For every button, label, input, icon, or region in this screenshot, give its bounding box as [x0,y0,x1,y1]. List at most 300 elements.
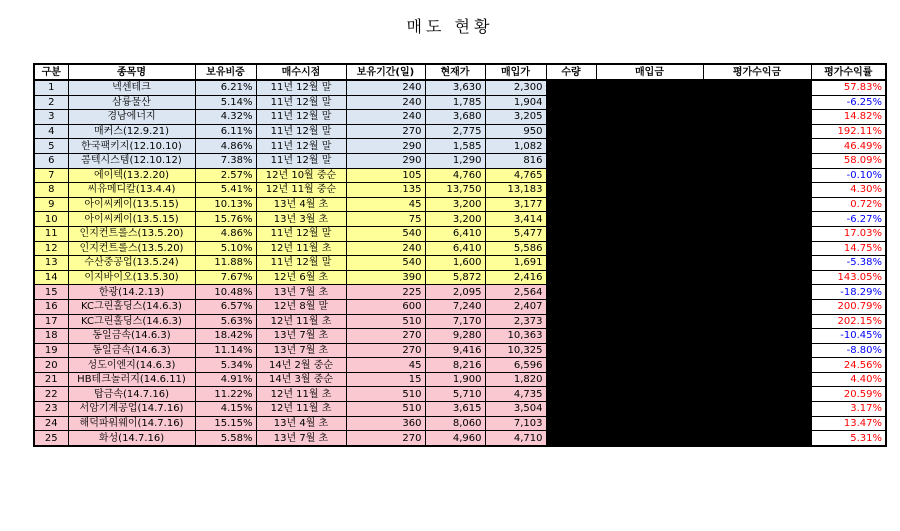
header-cell[interactable]: 보유비중 [195,64,256,80]
purchase-amount-cell-redacted [596,402,703,417]
row-number-cell[interactable]: 3 [34,110,68,125]
holding-days-cell[interactable]: 105 [346,168,425,183]
eval-profit-cell-redacted [703,329,811,344]
buy-time-cell[interactable]: 12년 11월 초 [256,387,346,402]
return-rate-cell[interactable]: 3.17% [811,402,886,417]
stock-name-cell[interactable]: 인지컨트롤스(13.5.20) [68,241,195,256]
buy-time-cell[interactable]: 11년 12월 말 [256,153,346,168]
purchase-price-cell[interactable]: 4,735 [485,387,546,402]
current-price-cell[interactable]: 1,900 [425,372,485,387]
stock-name-cell[interactable]: 에이텍(13.2.20) [68,168,195,183]
header-cell[interactable]: 매입가 [485,64,546,80]
purchase-price-cell[interactable]: 1,691 [485,256,546,271]
purchase-price-cell[interactable]: 4,765 [485,168,546,183]
weight-cell[interactable]: 6.11% [195,124,256,139]
holding-days-cell[interactable]: 240 [346,241,425,256]
stock-name-cell[interactable]: 해덕파워웨이(14.7.16) [68,416,195,431]
eval-profit-cell-redacted [703,139,811,154]
stock-name-cell[interactable]: 아이씨케이(13.5.15) [68,197,195,212]
return-rate-cell[interactable]: 17.03% [811,226,886,241]
holding-days-cell[interactable]: 600 [346,299,425,314]
buy-time-cell[interactable]: 14년 3월 중순 [256,372,346,387]
buy-time-cell[interactable]: 11년 12월 말 [256,139,346,154]
row-number-cell[interactable]: 24 [34,416,68,431]
purchase-price-cell[interactable]: 3,414 [485,212,546,227]
table-row [34,241,886,256]
row-number-cell[interactable]: 25 [34,431,68,446]
purchase-amount-cell-redacted [596,183,703,198]
return-rate-cell[interactable]: 202.15% [811,314,886,329]
return-rate-cell[interactable]: -8.80% [811,343,886,358]
weight-cell[interactable]: 5.14% [195,95,256,110]
row-number-cell[interactable]: 7 [34,168,68,183]
purchase-amount-cell-redacted [596,387,703,402]
buy-time-cell[interactable]: 11년 12월 말 [256,80,346,95]
purchase-price-cell[interactable]: 1,082 [485,139,546,154]
purchase-price-cell[interactable]: 2,300 [485,80,546,95]
eval-profit-cell-redacted [703,241,811,256]
weight-cell[interactable]: 15.15% [195,416,256,431]
row-number-cell[interactable]: 13 [34,256,68,271]
table-row [34,183,886,198]
quantity-cell-redacted [546,153,596,168]
holding-days-cell[interactable]: 225 [346,285,425,300]
purchase-price-cell[interactable]: 4,710 [485,431,546,446]
stock-name-cell[interactable]: KC그린홀딩스(14.6.3) [68,299,195,314]
quantity-cell-redacted [546,168,596,183]
current-price-cell[interactable]: 4,960 [425,431,485,446]
current-price-cell[interactable]: 3,615 [425,402,485,417]
buy-time-cell[interactable]: 12년 11월 초 [256,241,346,256]
row-number-cell[interactable]: 17 [34,314,68,329]
stock-name-cell[interactable]: 삼륭물산 [68,95,195,110]
purchase-amount-cell-redacted [596,329,703,344]
weight-cell[interactable]: 6.21% [195,80,256,95]
buy-time-cell[interactable]: 12년 11월 초 [256,314,346,329]
eval-profit-cell-redacted [703,285,811,300]
current-price-cell[interactable]: 3,630 [425,80,485,95]
purchase-amount-cell-redacted [596,124,703,139]
purchase-price-cell[interactable]: 5,477 [485,226,546,241]
purchase-price-cell[interactable]: 6,596 [485,358,546,373]
purchase-amount-cell-redacted [596,314,703,329]
row-number-cell[interactable]: 12 [34,241,68,256]
purchase-price-cell[interactable]: 10,325 [485,343,546,358]
buy-time-cell[interactable]: 13년 4월 초 [256,197,346,212]
current-price-cell[interactable]: 5,872 [425,270,485,285]
stock-name-cell[interactable]: 매커스(12.9.21) [68,124,195,139]
purchase-amount-cell-redacted [596,299,703,314]
table-row [34,226,886,241]
header-cell[interactable]: 현재가 [425,64,485,80]
stock-name-cell[interactable]: KC그린홀딩스(14.6.3) [68,314,195,329]
weight-cell[interactable]: 5.10% [195,241,256,256]
table-row [34,416,886,431]
current-price-cell[interactable]: 4,760 [425,168,485,183]
weight-cell[interactable]: 4.15% [195,402,256,417]
return-rate-cell[interactable]: 5.31% [811,431,886,446]
purchase-amount-cell-redacted [596,80,703,95]
quantity-cell-redacted [546,402,596,417]
stock-name-cell[interactable]: 탑금속(14.7.16) [68,387,195,402]
sales-status-table [33,63,887,447]
quantity-cell-redacted [546,358,596,373]
quantity-cell-redacted [546,431,596,446]
purchase-amount-cell-redacted [596,153,703,168]
current-price-cell[interactable]: 2,775 [425,124,485,139]
return-rate-cell[interactable]: 4.40% [811,372,886,387]
current-price-cell[interactable]: 6,410 [425,226,485,241]
quantity-cell-redacted [546,110,596,125]
stock-name-cell[interactable]: 한국팩키지(12.10.10) [68,139,195,154]
page-title: 매도 현황 [406,17,494,36]
stock-name-cell[interactable]: 아이씨케이(13.5.15) [68,212,195,227]
buy-time-cell[interactable]: 12년 6월 초 [256,270,346,285]
current-price-cell[interactable]: 13,750 [425,183,485,198]
row-number-cell[interactable]: 16 [34,299,68,314]
holding-days-cell[interactable]: 240 [346,80,425,95]
eval-profit-cell-redacted [703,197,811,212]
table-row [34,299,886,314]
weight-cell[interactable]: 10.48% [195,285,256,300]
current-price-cell[interactable]: 8,060 [425,416,485,431]
row-number-cell[interactable]: 8 [34,183,68,198]
purchase-price-cell[interactable]: 3,205 [485,110,546,125]
current-price-cell[interactable]: 9,416 [425,343,485,358]
weight-cell[interactable]: 4.32% [195,110,256,125]
row-number-cell[interactable]: 21 [34,372,68,387]
eval-profit-cell-redacted [703,431,811,446]
eval-profit-cell-redacted [703,416,811,431]
eval-profit-cell-redacted [703,314,811,329]
stock-name-cell[interactable]: 경남에너지 [68,110,195,125]
stock-name-cell[interactable]: 씨유메디칼(13.4.4) [68,183,195,198]
eval-profit-cell-redacted [703,372,811,387]
current-price-cell[interactable]: 6,410 [425,241,485,256]
eval-profit-cell-redacted [703,80,811,95]
stock-name-cell[interactable]: 동일금속(14.6.3) [68,329,195,344]
stock-name-cell[interactable]: HB테크놀러지(14.6.11) [68,372,195,387]
eval-profit-cell-redacted [703,110,811,125]
holding-days-cell[interactable]: 510 [346,387,425,402]
current-price-cell[interactable]: 7,240 [425,299,485,314]
purchase-price-cell[interactable]: 7,103 [485,416,546,431]
holding-days-cell[interactable]: 360 [346,416,425,431]
weight-cell[interactable]: 2.57% [195,168,256,183]
purchase-amount-cell-redacted [596,256,703,271]
holding-days-cell[interactable]: 510 [346,402,425,417]
eval-profit-cell-redacted [703,387,811,402]
quantity-cell-redacted [546,387,596,402]
weight-cell[interactable]: 7.67% [195,270,256,285]
buy-time-cell[interactable]: 11년 12월 말 [256,124,346,139]
return-rate-cell[interactable]: -10.45% [811,329,886,344]
row-number-cell[interactable]: 19 [34,343,68,358]
return-rate-cell[interactable]: -6.25% [811,95,886,110]
return-rate-cell[interactable]: 13.47% [811,416,886,431]
weight-cell[interactable]: 4.86% [195,226,256,241]
return-rate-cell[interactable]: 143.05% [811,270,886,285]
buy-time-cell[interactable]: 14년 2월 중순 [256,358,346,373]
row-number-cell[interactable]: 6 [34,153,68,168]
return-rate-cell[interactable]: 24.56% [811,358,886,373]
row-number-cell[interactable]: 4 [34,124,68,139]
header-cell[interactable]: 수량 [546,64,596,80]
row-number-cell[interactable]: 2 [34,95,68,110]
weight-cell[interactable]: 5.58% [195,431,256,446]
current-price-cell[interactable]: 1,585 [425,139,485,154]
quantity-cell-redacted [546,241,596,256]
stock-name-cell[interactable]: 성도이엔지(14.6.3) [68,358,195,373]
stock-name-cell[interactable]: 화성(14.7.16) [68,431,195,446]
holding-days-cell[interactable]: 270 [346,343,425,358]
row-number-cell[interactable]: 1 [34,80,68,95]
table-row [34,256,886,271]
stock-name-cell[interactable]: 서암기계공업(14.7.16) [68,402,195,417]
holding-days-cell[interactable]: 390 [346,270,425,285]
return-rate-cell[interactable]: -0.10% [811,168,886,183]
holding-days-cell[interactable]: 75 [346,212,425,227]
holding-days-cell[interactable]: 290 [346,139,425,154]
header-cell[interactable]: 평가수익금 [703,64,811,80]
purchase-amount-cell-redacted [596,241,703,256]
stock-name-cell[interactable]: 인지컨트롤스(13.5.20) [68,226,195,241]
purchase-price-cell[interactable]: 1,904 [485,95,546,110]
current-price-cell[interactable]: 9,280 [425,329,485,344]
purchase-price-cell[interactable]: 816 [485,153,546,168]
purchase-price-cell[interactable]: 3,504 [485,402,546,417]
holding-days-cell[interactable]: 270 [346,431,425,446]
holding-days-cell[interactable]: 540 [346,256,425,271]
current-price-cell[interactable]: 1,600 [425,256,485,271]
eval-profit-cell-redacted [703,95,811,110]
purchase-amount-cell-redacted [596,168,703,183]
table-header-row [34,64,886,80]
buy-time-cell[interactable]: 13년 7월 초 [256,285,346,300]
return-rate-cell[interactable]: -18.29% [811,285,886,300]
quantity-cell-redacted [546,212,596,227]
buy-time-cell[interactable]: 11년 12월 말 [256,95,346,110]
current-price-cell[interactable]: 7,170 [425,314,485,329]
buy-time-cell[interactable]: 13년 7월 초 [256,431,346,446]
purchase-amount-cell-redacted [596,95,703,110]
current-price-cell[interactable]: 1,290 [425,153,485,168]
quantity-cell-redacted [546,299,596,314]
eval-profit-cell-redacted [703,212,811,227]
weight-cell[interactable]: 5.34% [195,358,256,373]
buy-time-cell[interactable]: 13년 7월 초 [256,343,346,358]
purchase-price-cell[interactable]: 10,363 [485,329,546,344]
current-price-cell[interactable]: 3,680 [425,110,485,125]
buy-time-cell[interactable]: 11년 12월 말 [256,110,346,125]
eval-profit-cell-redacted [703,226,811,241]
header-cell[interactable]: 평가수익률 [811,64,886,80]
weight-cell[interactable]: 11.14% [195,343,256,358]
header-cell[interactable]: 매입금 [596,64,703,80]
holding-days-cell[interactable]: 270 [346,329,425,344]
stock-name-cell[interactable]: 한광(14.2.13) [68,285,195,300]
header-cell[interactable]: 보유기간(일) [346,64,425,80]
header-cell[interactable]: 구분 [34,64,68,80]
table-row [34,168,886,183]
current-price-cell[interactable]: 1,785 [425,95,485,110]
return-rate-cell[interactable]: 0.72% [811,197,886,212]
row-number-cell[interactable]: 15 [34,285,68,300]
return-rate-cell[interactable]: 14.75% [811,241,886,256]
quantity-cell-redacted [546,285,596,300]
purchase-price-cell[interactable]: 2,416 [485,270,546,285]
table-row [34,402,886,417]
row-number-cell[interactable]: 5 [34,139,68,154]
quantity-cell-redacted [546,416,596,431]
buy-time-cell[interactable]: 12년 10월 중순 [256,168,346,183]
quantity-cell-redacted [546,139,596,154]
row-number-cell[interactable]: 10 [34,212,68,227]
header-cell[interactable]: 매수시점 [256,64,346,80]
eval-profit-cell-redacted [703,358,811,373]
header-cell[interactable]: 종목명 [68,64,195,80]
row-number-cell[interactable]: 22 [34,387,68,402]
purchase-amount-cell-redacted [596,226,703,241]
purchase-amount-cell-redacted [596,416,703,431]
table-row [34,431,886,446]
current-price-cell[interactable]: 5,710 [425,387,485,402]
current-price-cell[interactable]: 3,200 [425,197,485,212]
return-rate-cell[interactable]: 192.11% [811,124,886,139]
quantity-cell-redacted [546,124,596,139]
holding-days-cell[interactable]: 45 [346,197,425,212]
weight-cell[interactable]: 15.76% [195,212,256,227]
stock-name-cell[interactable]: 동일금속(14.6.3) [68,343,195,358]
buy-time-cell[interactable]: 11년 12월 말 [256,256,346,271]
purchase-amount-cell-redacted [596,358,703,373]
stock-name-cell[interactable]: 넥센테크 [68,80,195,95]
purchase-amount-cell-redacted [596,343,703,358]
return-rate-cell[interactable]: 57.83% [811,80,886,95]
weight-cell[interactable]: 10.13% [195,197,256,212]
purchase-price-cell[interactable]: 2,564 [485,285,546,300]
stock-name-cell[interactable]: 이지바이오(13.5.30) [68,270,195,285]
return-rate-cell[interactable]: 46.49% [811,139,886,154]
purchase-price-cell[interactable]: 2,373 [485,314,546,329]
row-number-cell[interactable]: 18 [34,329,68,344]
weight-cell[interactable]: 5.63% [195,314,256,329]
purchase-price-cell[interactable]: 5,586 [485,241,546,256]
current-price-cell[interactable]: 3,200 [425,212,485,227]
quantity-cell-redacted [546,329,596,344]
purchase-amount-cell-redacted [596,212,703,227]
return-rate-cell[interactable]: 4.30% [811,183,886,198]
stock-name-cell[interactable]: 콤텍시스템(12.10.12) [68,153,195,168]
buy-time-cell[interactable]: 12년 8월 말 [256,299,346,314]
table-row [34,110,886,125]
return-rate-cell[interactable]: -5.38% [811,256,886,271]
purchase-amount-cell-redacted [596,197,703,212]
eval-profit-cell-redacted [703,153,811,168]
table-row [34,197,886,212]
weight-cell[interactable]: 6.57% [195,299,256,314]
weight-cell[interactable]: 11.22% [195,387,256,402]
buy-time-cell[interactable]: 11년 12월 말 [256,226,346,241]
weight-cell[interactable]: 4.86% [195,139,256,154]
holding-days-cell[interactable]: 510 [346,314,425,329]
return-rate-cell[interactable]: -6.27% [811,212,886,227]
holding-days-cell[interactable]: 540 [346,226,425,241]
return-rate-cell[interactable]: 14.82% [811,110,886,125]
table-row [34,343,886,358]
quantity-cell-redacted [546,314,596,329]
current-price-cell[interactable]: 2,095 [425,285,485,300]
buy-time-cell[interactable]: 12년 11월 초 [256,402,346,417]
buy-time-cell[interactable]: 13년 3월 초 [256,212,346,227]
row-number-cell[interactable]: 20 [34,358,68,373]
weight-cell[interactable]: 18.42% [195,329,256,344]
holding-days-cell[interactable]: 240 [346,95,425,110]
eval-profit-cell-redacted [703,402,811,417]
table-row [34,212,886,227]
weight-cell[interactable]: 11.88% [195,256,256,271]
row-number-cell[interactable]: 23 [34,402,68,417]
table-row [34,270,886,285]
return-rate-cell[interactable]: 200.79% [811,299,886,314]
quantity-cell-redacted [546,80,596,95]
table-row [34,358,886,373]
purchase-price-cell[interactable]: 950 [485,124,546,139]
current-price-cell[interactable]: 8,216 [425,358,485,373]
eval-profit-cell-redacted [703,124,811,139]
quantity-cell-redacted [546,183,596,198]
buy-time-cell[interactable]: 13년 4월 초 [256,416,346,431]
holding-days-cell[interactable]: 290 [346,153,425,168]
quantity-cell-redacted [546,197,596,212]
return-rate-cell[interactable]: 58.09% [811,153,886,168]
holding-days-cell[interactable]: 135 [346,183,425,198]
eval-profit-cell-redacted [703,343,811,358]
buy-time-cell[interactable]: 13년 7월 초 [256,329,346,344]
return-rate-cell[interactable]: 20.59% [811,387,886,402]
purchase-price-cell[interactable]: 13,183 [485,183,546,198]
quantity-cell-redacted [546,372,596,387]
purchase-amount-cell-redacted [596,270,703,285]
holding-days-cell[interactable]: 15 [346,372,425,387]
quantity-cell-redacted [546,226,596,241]
table-row [34,329,886,344]
holding-days-cell[interactable]: 240 [346,110,425,125]
table-row [34,387,886,402]
table-row [34,314,886,329]
weight-cell[interactable]: 7.38% [195,153,256,168]
stock-name-cell[interactable]: 수산중공업(13.5.24) [68,256,195,271]
purchase-price-cell[interactable]: 2,407 [485,299,546,314]
table-row [34,153,886,168]
holding-days-cell[interactable]: 45 [346,358,425,373]
table-row [34,285,886,300]
quantity-cell-redacted [546,95,596,110]
purchase-price-cell[interactable]: 1,820 [485,372,546,387]
weight-cell[interactable]: 5.41% [195,183,256,198]
row-number-cell[interactable]: 11 [34,226,68,241]
holding-days-cell[interactable]: 270 [346,124,425,139]
row-number-cell[interactable]: 9 [34,197,68,212]
quantity-cell-redacted [546,256,596,271]
purchase-amount-cell-redacted [596,285,703,300]
weight-cell[interactable]: 4.91% [195,372,256,387]
table-row [34,95,886,110]
purchase-price-cell[interactable]: 3,177 [485,197,546,212]
buy-time-cell[interactable]: 12년 11월 중순 [256,183,346,198]
row-number-cell[interactable]: 14 [34,270,68,285]
table-body [34,80,886,446]
